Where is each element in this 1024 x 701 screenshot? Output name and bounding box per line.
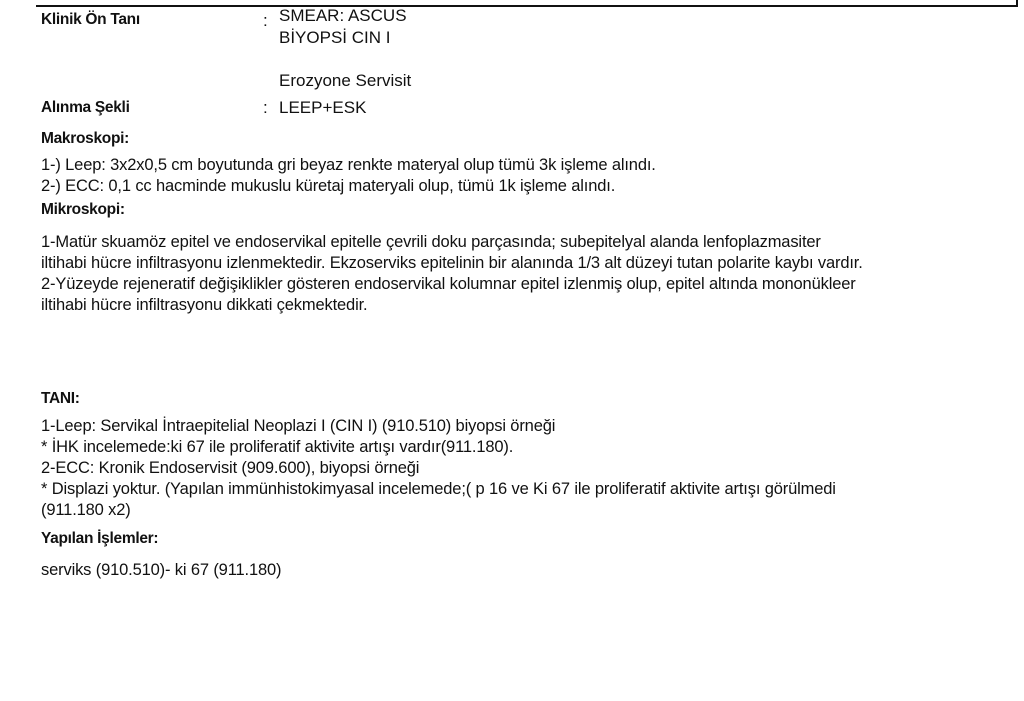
sampling-colon: : <box>263 98 268 117</box>
macroscopy-text <box>41 155 656 197</box>
macroscopy-title: Makroskopi: <box>41 130 129 147</box>
diagnosis-title: TANI: <box>41 390 80 407</box>
procedures-title: Yapılan İşlemler: <box>41 530 159 547</box>
right-border <box>1016 0 1018 7</box>
diagnosis-line: (911.180 x2) <box>41 501 131 519</box>
microscopy-line: iltihabi hücre infiltrasyonu izlenmektedir. Ekzoserviks epitelinin bir alanında 1/3 alt düzeyi tutan polarite kaybı vardır. <box>41 254 863 272</box>
procedures-value: serviks (910.510)- ki 67 (911.180) <box>41 561 282 579</box>
diagnosis-text <box>41 416 836 521</box>
top-border <box>36 5 1018 7</box>
microscopy-line: 2-Yüzeyde rejeneratif değişiklikler gösteren endoservikal kolumnar epitel izlenmiş olup, epitel altında mononükleer <box>41 275 856 293</box>
diagnosis-line: 1-Leep: Servikal İntraepitelial Neoplazi I (CIN I) (910.510) biyopsi örneği <box>41 417 556 435</box>
diagnosis-line: * Displazi yoktur. (Yapılan immünhistokimyasal incelemede;( p 16 ve Ki 67 ile proliferatif aktivite artışı görülmedi <box>41 480 836 498</box>
clinical-diagnosis-label: Klinik Ön Tanı <box>41 11 140 28</box>
sampling-method-label: Alınma Şekli <box>41 99 130 116</box>
diagnosis-line: * İHK incelemede:ki 67 ile proliferatif aktivite artışı vardır(911.180). <box>41 438 514 456</box>
microscopy-title: Mikroskopi: <box>41 201 125 218</box>
macroscopy-line: 2-) ECC: 0,1 cc hacminde mukuslu küretaj materyali olup, tümü 1k işleme alındı. <box>41 177 616 195</box>
clinical-value-3: Erozyone Servisit <box>279 71 412 90</box>
clinical-value-1: SMEAR: ASCUS <box>279 6 407 25</box>
microscopy-line: 1-Matür skuamöz epitel ve endoservikal epitelle çevrili doku parçasında; subepitelyal alanda lenfoplazmasiter <box>41 233 821 251</box>
sampling-method-value: LEEP+ESK <box>279 98 367 117</box>
macroscopy-line: 1-) Leep: 3x2x0,5 cm boyutunda gri beyaz renkte materyal olup tümü 3k işleme alındı. <box>41 156 656 174</box>
microscopy-text <box>41 232 863 316</box>
clinical-colon: : <box>263 11 268 30</box>
clinical-value-2: BİYOPSİ CIN I <box>279 28 391 47</box>
diagnosis-line: 2-ECC: Kronik Endoservisit (909.600), biyopsi örneği <box>41 459 420 477</box>
microscopy-line: iltihabi hücre infiltrasyonu dikkati çekmektedir. <box>41 296 368 314</box>
